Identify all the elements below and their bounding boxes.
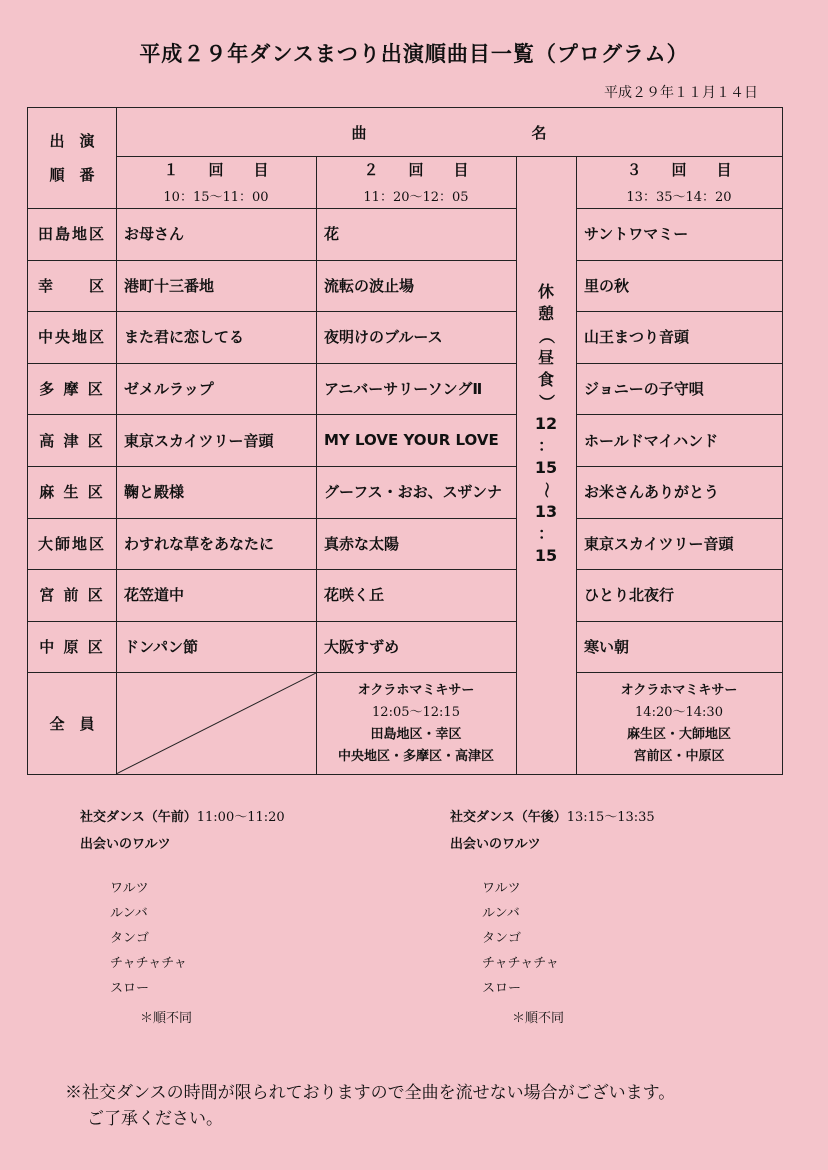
- all-label: [28, 673, 116, 774]
- lunch-break-char: ）: [536, 393, 556, 411]
- program-table: [27, 107, 783, 775]
- round1-song: 東京スカイツリー音頭: [124, 431, 274, 450]
- social-am-time: 11:00～11:20: [196, 810, 285, 825]
- dance-item: スロー: [110, 981, 150, 996]
- district-label: 中央地区: [37, 328, 106, 347]
- grid-line: [576, 208, 782, 209]
- round3-song: 寒い朝: [584, 638, 630, 657]
- social-am-note: ＊順不同: [140, 1011, 193, 1026]
- grid-line: [576, 518, 782, 519]
- grid-line: [316, 156, 317, 774]
- lunch-break-char: 憩: [537, 304, 554, 323]
- round3-song: ジョニーの子守唄: [584, 380, 704, 399]
- order-header-line1: 出 演: [49, 132, 95, 150]
- district-label: 中 原 区: [39, 638, 105, 657]
- dance-item: タンゴ: [482, 931, 522, 946]
- district-label: 高 津 区: [39, 431, 105, 450]
- round3-header: [576, 156, 782, 208]
- round1-song: お母さん: [124, 225, 185, 244]
- round1-song: わすれな草をあなたに: [124, 534, 275, 553]
- round1-label: １ 回 目: [163, 161, 269, 179]
- round3-song: お米さんありがとう: [584, 483, 720, 502]
- grid-line: [28, 363, 516, 364]
- grid-line: [28, 311, 516, 312]
- lunch-break-char: （: [536, 327, 556, 345]
- round1-song: 花笠道中: [124, 586, 185, 605]
- round2-header: [316, 156, 516, 208]
- grid-line: [576, 363, 782, 364]
- dance-item: チャチャチャ: [482, 956, 559, 971]
- all-round2-cell: [316, 673, 516, 774]
- round2-song: 流転の波止場: [324, 276, 415, 295]
- lunch-break-char: ：: [537, 524, 554, 543]
- round2-label: ２ 回 目: [363, 161, 469, 179]
- all-round3-cell: [576, 673, 782, 774]
- district-label: 麻 生 区: [39, 483, 105, 502]
- grid-line: [28, 672, 516, 673]
- round2-time: 11：20～12：05: [363, 190, 469, 205]
- all-r3-song: オクラホマミキサー: [620, 682, 738, 698]
- round3-song: ホールドマイハンド: [584, 431, 719, 450]
- round3-song: 東京スカイツリー音頭: [584, 534, 734, 553]
- round2-song: 花: [324, 225, 340, 244]
- social-am-dance-list: [110, 876, 187, 1001]
- round1-time: 10：15～11：00: [163, 190, 269, 205]
- social-pm-head: 社交ダンス（午後）: [450, 810, 567, 825]
- grid-line: [28, 518, 516, 519]
- grid-line: [116, 156, 782, 157]
- district-label: 多 摩 区: [39, 380, 105, 399]
- round1-song: 港町十三番地: [124, 276, 215, 295]
- lunch-break-char: 13: [534, 502, 558, 521]
- lunch-break-char: 15: [534, 546, 558, 565]
- round3-song: サントワマミー: [584, 225, 689, 244]
- round3-song: 里の秋: [584, 276, 630, 295]
- all-r3-time: 14:20～14:30: [635, 704, 723, 720]
- grid-line: [576, 311, 782, 312]
- round1-header: [116, 156, 316, 208]
- round3-song: 山王まつり音頭: [584, 328, 690, 347]
- round2-song: 大阪すずめ: [324, 638, 400, 657]
- grid-line: [28, 569, 516, 570]
- grid-line: [28, 414, 516, 415]
- social-pm-time: 13:15～13:35: [566, 810, 655, 825]
- dance-item: ワルツ: [110, 881, 149, 896]
- social-am-opener: 出会いのワルツ: [80, 837, 171, 852]
- round2-song: アニバーサリーソングⅡ: [324, 380, 483, 399]
- all-label-text: 全 員: [49, 715, 95, 733]
- dance-item: ルンバ: [110, 906, 148, 921]
- songs-header: [116, 108, 782, 156]
- round1-song: 鞠と殿様: [124, 483, 185, 502]
- footer-note: [65, 1080, 785, 1132]
- social-am-head: 社交ダンス（午前）: [80, 810, 197, 825]
- district-label: 大師地区: [37, 534, 106, 553]
- round1-song: ゼメルラップ: [124, 380, 214, 399]
- grid-line: [576, 569, 782, 570]
- round3-time: 13：35～14：20: [626, 190, 732, 205]
- order-header: [28, 108, 116, 208]
- grid-line: [576, 466, 782, 467]
- footer-line2: ご了承ください。: [87, 1109, 223, 1129]
- grid-line: [28, 621, 516, 622]
- round2-song: 花咲く丘: [324, 586, 385, 605]
- lunch-break-char: 〜: [536, 481, 556, 499]
- all-r2-time: 12:05～12:15: [372, 704, 460, 720]
- district-label: 幸 区: [37, 276, 106, 295]
- all-r3-groups2: 宮前区・中原区: [633, 748, 725, 764]
- lunch-break-char: 12: [534, 414, 558, 433]
- grid-line: [576, 260, 782, 261]
- footer-line1: ※社交ダンスの時間が限られておりますので全曲を流せない場合がございます。: [65, 1083, 676, 1103]
- dance-item: ワルツ: [482, 881, 521, 896]
- round2-song: MY LOVE YOUR LOVE: [324, 431, 499, 450]
- page-title: 平成２９年ダンスまつり出演順曲目一覧（プログラム）: [139, 42, 689, 66]
- social-pm-note: ＊順不同: [512, 1011, 565, 1026]
- all-r3-groups1: 麻生区・大師地区: [626, 726, 731, 742]
- all-round1-diagonal: [116, 673, 316, 774]
- all-r2-song: オクラホマミキサー: [357, 682, 475, 698]
- lunch-break-char: ：: [537, 436, 554, 455]
- social-pm-dance-list: [482, 876, 559, 1001]
- grid-line: [576, 414, 782, 415]
- all-r2-groups1: 田島地区・幸区: [370, 726, 462, 742]
- lunch-break-char: 休: [537, 282, 554, 301]
- district-label: 宮 前 区: [39, 586, 105, 605]
- all-r2-groups2: 中央地区・多摩区・高津区: [337, 748, 494, 764]
- social-dance-pm: [450, 806, 655, 852]
- grid-line: [576, 672, 782, 673]
- round2-song: 夜明けのブルース: [324, 328, 443, 347]
- grid-line: [28, 260, 516, 261]
- lunch-break-char: 15: [534, 458, 558, 477]
- songs-header-label: 曲 名: [351, 123, 547, 142]
- dance-item: タンゴ: [110, 931, 150, 946]
- grid-line: [576, 621, 782, 622]
- round2-song: グーフス・おお、スザンナ: [324, 483, 503, 502]
- grid-line: [516, 156, 517, 774]
- grid-line: [28, 466, 516, 467]
- dance-item: チャチャチャ: [110, 956, 187, 971]
- lunch-break-char: 昼: [537, 348, 554, 367]
- social-pm-opener: 出会いのワルツ: [450, 837, 541, 852]
- round3-label: ３ 回 目: [626, 161, 732, 179]
- round2-song: 真赤な太陽: [324, 534, 400, 553]
- social-dance-am: [80, 806, 285, 852]
- round3-song: ひとり北夜行: [584, 586, 675, 605]
- lunch-break-char: 食: [537, 370, 554, 389]
- grid-line: [576, 156, 577, 774]
- lunch-break-column: [516, 156, 576, 774]
- order-header-line2: 順 番: [49, 166, 95, 184]
- dance-item: スロー: [482, 981, 522, 996]
- round1-song: また君に恋してる: [124, 328, 245, 347]
- district-label: 田島地区: [37, 225, 106, 244]
- round1-song: ドンパン節: [124, 638, 198, 657]
- issue-date: 平成２９年１１月１４日: [604, 85, 758, 101]
- dance-item: ルンバ: [482, 906, 520, 921]
- grid-line: [28, 208, 516, 209]
